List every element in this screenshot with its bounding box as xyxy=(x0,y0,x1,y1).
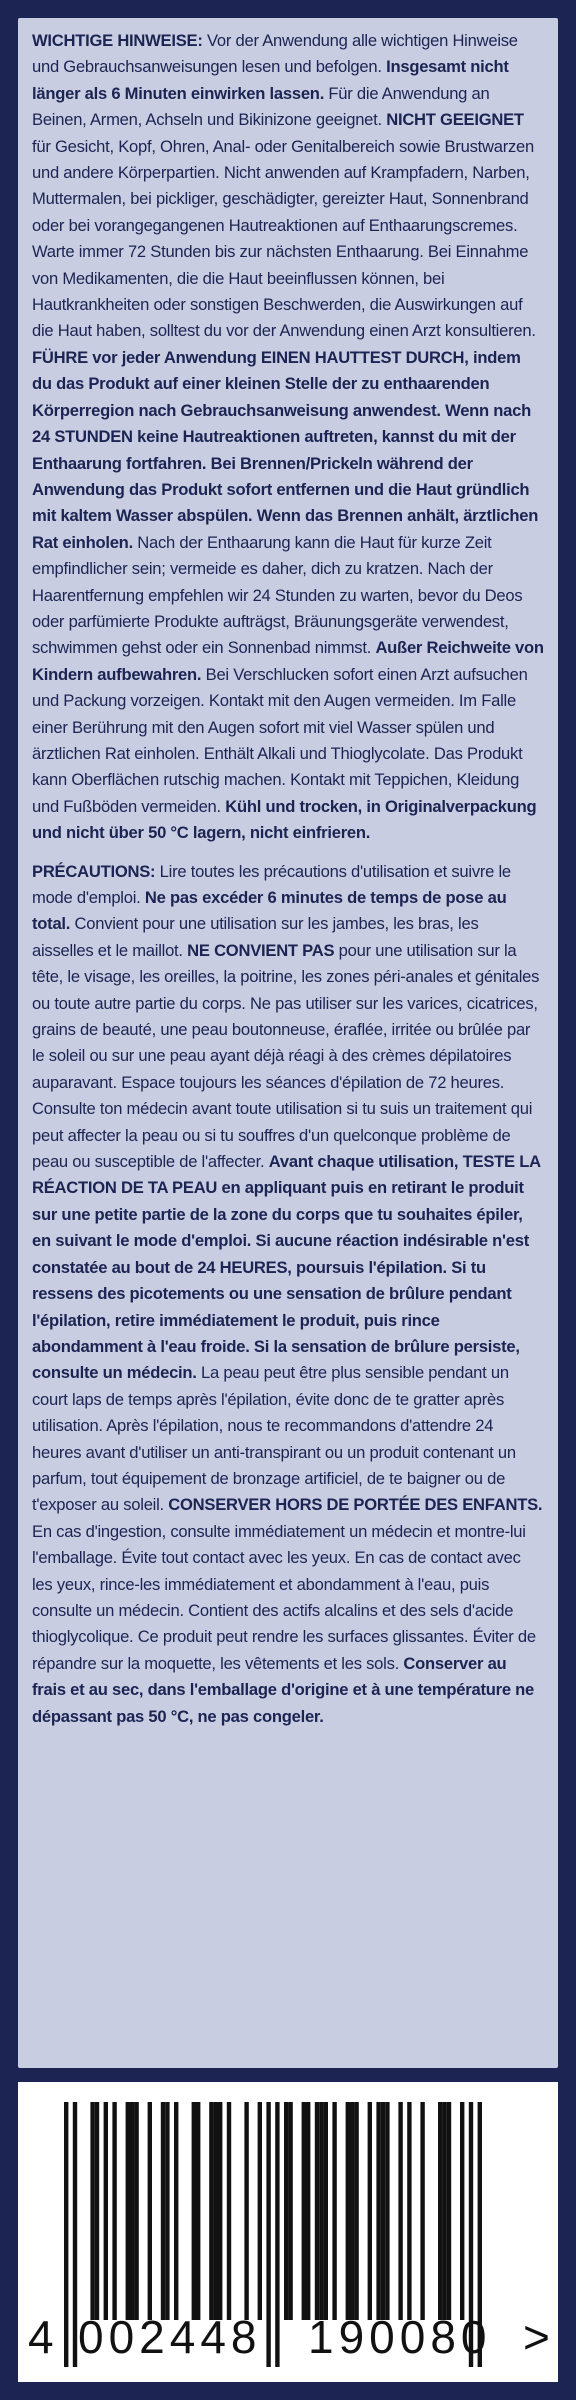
french-section xyxy=(32,859,544,1730)
french-text-2: Convient pour une utilisation sur les jambes, les bras, les aisselles et le maillot. xyxy=(32,914,479,960)
barcode-bar xyxy=(244,2102,248,2320)
barcode-bar xyxy=(288,2102,292,2320)
barcode-bar xyxy=(324,2102,328,2320)
french-text-5: En cas d'ingestion, consulte immédiatement un médecin et montre-lui l'emballage. Évite tout contact avec les yeux. En cas de contact avec les yeux, rince-les immédiatement et abondamment à l'eau, puis consulte un médecin. Contient des actifs alcalins et des sels d'acide thioglycolique. Ce produit peut rendre les surfaces glissantes. Éviter de répandre sur la moquette, les vêtements et les sols. xyxy=(32,1521,536,1673)
barcode-bar xyxy=(134,2102,138,2320)
german-text-5: Bei Verschlucken sofort einen Arzt aufsuchen und Packung vorzeigen. Kontakt mit den Augen vermeiden. Im Falle einer Berührung mit den Augen sofort mit viel Wasser spülen und ärztlichen Rat einholen. Enthält Alkali und Thioglycolate. Das Produkt kann Oberflächen rutschig machen. Kontakt mit Teppichen, Kleidung und Fußböden vermeiden. xyxy=(32,664,528,816)
barcode-bar xyxy=(381,2102,385,2320)
german-bold-3: FÜHRE vor jeder Anwendung EINEN HAUTTEST DURCH, indem du das Produkt auf einer kleinen Stelle der zu enthaarenden Körperregion nach Gebrauchsanweisung anwendest. Wenn nach 24 STUNDEN keine Hautreaktionen auftreten, kannst du mit der Enthaarung fortfahren. Bei Brennen/Prickeln während der Anwendung das Produkt sofort entfernen und die Haut gründlich mit kaltem Wasser abspülen. Wenn das Brennen anhält, ärztlichen Rat einholen. xyxy=(32,347,539,552)
barcode-first-digit: 4 xyxy=(28,2311,54,2363)
instructions-text xyxy=(32,28,544,1742)
german-text-4: Nach der Enthaarung kann die Haut für kurze Zeit empfindlicher sein; vermeide es daher, dich zu kratzen. Nach der Haarentfernung empfehlen wir 24 Stunden zu warten, bevor du Deos oder parfümierte Produkte aufträgst, Bräunungsgeräte verwendest, schwimmen gehst oder ein Sonnenbad nimmst. xyxy=(32,532,523,658)
french-bold-3: Avant chaque utilisation, TESTE LA RÉACTION DE TA PEAU en appliquant puis en retirant le produit sur une petite partie de la zone du corps que tu souhaites épiler, en suivant le mode d'emploi. Si aucune réaction indésirable n'est constatée au bout de 24 HEURES, poursuis l'épilation. Si tu ressens des picotements ou une sensation de brûlure pendant l'épilation, retire immédiatement le produit, puis rince abondamment à l'eau froide. Si la sensation de brûlure persiste, consulte un médecin. xyxy=(32,1152,541,1383)
barcode-bar xyxy=(354,2102,358,2320)
barcode-bar xyxy=(385,2102,389,2320)
barcode-bar xyxy=(302,2102,306,2320)
french-bold-5: Conserver au frais et au sec, dans l'emballage d'origine et à une température ne dépassant pas 50 °C, ne pas congeler. xyxy=(32,1653,535,1726)
barcode-bar xyxy=(460,2102,464,2320)
german-bold-1: Insgesamt nicht länger als 6 Minuten einwirken lassen. xyxy=(32,57,509,103)
barcode-left-group: 002448 xyxy=(78,2311,262,2363)
barcode-bar xyxy=(104,2102,108,2320)
barcode-bar xyxy=(209,2102,213,2320)
german-bold-4: Außer Reichweite von Kindern aufbewahren. xyxy=(32,638,544,684)
barcode-bar xyxy=(112,2102,116,2320)
barcode-digits xyxy=(18,2310,558,2370)
german-text-3: für Gesicht, Kopf, Ohren, Anal- oder Genitalbereich sowie Brustwarzen und andere Körperpartien. Nicht anwenden auf Krampfadern, Narben, Muttermalen, bei pickliger, geschädigter, gereizter Haut, Sonnenbrand oder bei vorangegangenen Hautreaktionen auf Enthaarungscremes. Warte immer 72 Stunden bis zur nächsten Enthaarung. Bei Einnahme von Medikamenten, die die Haut beeinflussen können, bei Hautkrankheiten oder sonstigen Beschwerden, die Auswirkungen auf die Haut haben, solltest du vor der Anwendung einen Arzt konsultieren. xyxy=(32,136,536,341)
barcode-bar xyxy=(148,2102,152,2320)
french-bold-4: CONSERVER HORS DE PORTÉE DES ENFANTS. xyxy=(168,1495,543,1515)
barcode-bar xyxy=(284,2102,288,2320)
barcode-bar xyxy=(192,2102,196,2320)
french-text-1: Lire toutes les précautions d'utilisation et suivre le mode d'emploi. xyxy=(32,861,511,907)
french-text-4: La peau peut être plus sensible pendant un court laps de temps après l'épilation, évite donc de te gratter après utilisation. Après l'épilation, nous te recommandons d'attendre 24 heures avant d'utiliser un anti-transpirant ou un produit contenant un parfum, tout équipement de bronzage artificiel, de te baigner ou de t'exposer au soleil. xyxy=(32,1363,516,1515)
barcode xyxy=(18,2082,558,2382)
barcode-bar xyxy=(407,2102,411,2320)
barcode-bar xyxy=(218,2102,222,2320)
barcode-bar xyxy=(196,2102,200,2320)
barcode-bar xyxy=(438,2102,442,2320)
german-text-2: Für die Anwendung an Beinen, Armen, Achseln und Bikinizone geeignet. xyxy=(32,83,490,130)
barcode-bar xyxy=(442,2102,446,2320)
barcode-bar xyxy=(319,2102,323,2320)
barcode-bar xyxy=(306,2102,310,2320)
barcode-bar xyxy=(376,2102,380,2320)
barcode-bar xyxy=(447,2102,451,2320)
german-section xyxy=(32,28,544,847)
barcode-bar xyxy=(161,2102,165,2320)
instructions-label xyxy=(18,18,558,2068)
barcode-bar xyxy=(174,2102,178,2320)
german-bold-5: Kühl und trocken, in Originalverpackung und nicht über 50 °C lagern, nicht einfrieren. xyxy=(32,796,537,843)
german-heading: WICHTIGE HINWEISE: xyxy=(32,31,203,50)
barcode-bar xyxy=(165,2102,169,2320)
barcode-bar xyxy=(227,2102,231,2320)
french-bold-1: Ne pas excéder 6 minutes de temps de pose au total. xyxy=(32,888,507,934)
barcode-quiet-mark: > xyxy=(523,2311,550,2363)
french-bold-2: NE CONVIENT PAS xyxy=(187,940,335,960)
german-text-1: Vor der Anwendung alle wichtigen Hinweise und Gebrauchsanweisungen lesen und befolgen. xyxy=(32,31,518,77)
barcode-bar xyxy=(346,2102,350,2320)
barcode-bar xyxy=(95,2102,99,2320)
barcode-bar xyxy=(315,2102,319,2320)
barcode-bar xyxy=(214,2102,218,2320)
barcode-bar xyxy=(332,2102,336,2320)
barcode-bar xyxy=(258,2102,262,2320)
barcode-bar xyxy=(130,2102,134,2320)
french-text-3: pour une utilisation sur la tête, le visage, les oreilles, la poitrine, les zones péri-anales et génitales ou toute autre partie du corps. Ne pas utiliser sur les varices, cicatrices, grains de beauté, une peau boutonneuse, éraflée, irritée ou brûlée par le soleil ou sur une peau ayant déjà réagi à des crèmes dépilatoires auparavant. Espace toujours les séances d'épilation de 72 heures. Consulte ton médecin avant toute utilisation si tu suis un traitement qui peut affecter la peau ou si tu souffres d'un quelconque problème de peau ou susceptible de l'affecter. xyxy=(32,940,540,1172)
barcode-bar xyxy=(368,2102,372,2320)
barcode-bar xyxy=(350,2102,354,2320)
barcode-bar xyxy=(398,2102,402,2320)
barcode-bar xyxy=(90,2102,94,2320)
barcode-right-group: 190080 xyxy=(308,2311,492,2363)
french-heading: PRÉCAUTIONS: xyxy=(32,861,156,881)
barcode-bar xyxy=(420,2102,424,2320)
german-bold-2: NICHT GEEIGNET xyxy=(386,110,524,130)
barcode-bar xyxy=(126,2102,130,2320)
